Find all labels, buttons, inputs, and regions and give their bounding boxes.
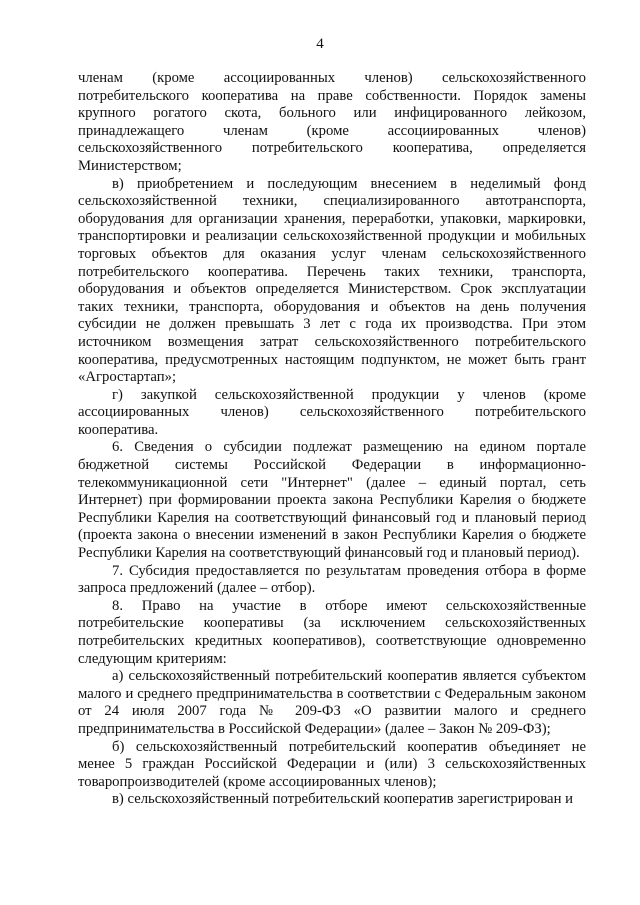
paragraph-item-6: 6. Сведения о субсидии подлежат размещению на едином портале бюджетной системы Российской Федерации в информационно-телекоммуникационной сети "Интернет" (далее – единый портал, сеть Интернет) при формировании проекта закона Республики Карелия о бюджете Республики Карелия на соответствующий финансовый год и плановый период (проекта закона о внесении изменений в закон Республики Карелия о бюджете Республики Карелия на соответствующий финансовый год и плановый период). (78, 439, 586, 562)
document-body (78, 70, 586, 809)
paragraph-criterion-b: б) сельскохозяйственный потребительский кооператив объединяет не менее 5 граждан Российской Федерации и (или) 3 сельскохозяйственных товаропроизводителей (кроме ассоциированных членов); (78, 738, 586, 790)
paragraph-criterion-v: в) сельскохозяйственный потребительский кооператив зарегистрирован и (112, 791, 573, 808)
paragraph-subitem-g: г) закупкой сельскохозяйственной продукции у членов (кроме ассоциированных членов) сельскохозяйственного потребительского кооператива. (78, 386, 586, 438)
paragraph-subitem-v: в) приобретением и последующим внесением в неделимый фонд сельскохозяйственной техники, специализированного автотранспорта, оборудования для организации хранения, переработки, упаковки, маркировки, транспортировки и реализации сельскохозяйственной продукции и мобильных торговых объектов для оказания услуг членам сельскохозяйственного потребительского кооператива. Перечень таких техники, транспорта, оборудования и объектов определяется Министерством. Срок эксплуатации таких техники, транспорта, оборудования и объектов на день получения субсидии не должен превышать 3 лет с года их производства. При этом источником возмещения затрат сельскохозяйственного потребительского кооператива, предусмотренных настоящим подпунктом, не может быть грант «Агростартап»; (78, 175, 586, 386)
page-number: 4 (316, 36, 324, 52)
paragraph-criterion-a: а) сельскохозяйственный потребительский кооператив является субъектом малого и среднего предпринимательства в соответствии с Федеральным законом от 24 июля 2007 года № 209-ФЗ «О развитии малого и среднего предпринимательства в Российской Федерации» (далее – Закон № 209-ФЗ); (78, 668, 586, 737)
paragraph-item-7: 7. Субсидия предоставляется по результатам проведения отбора в форме запроса предложений (далее – отбор). (78, 562, 586, 597)
paragraph-continuation: членам (кроме ассоциированных членов) сельскохозяйственного потребительского кооператива на праве собственности. Порядок замены крупного рогатого скота, больного или инфицированного лейкозом, принадлежащего членам (кроме ассоциированных членов) сельскохозяйственного потребительского кооператива, определяется Министерством; (78, 70, 586, 174)
paragraph-item-8: 8. Право на участие в отборе имеют сельскохозяйственные потребительские кооперативы (за исключением сельскохозяйственных потребительских кредитных кооперативов), соответствующие одновременно следующим критериям: (78, 597, 586, 667)
